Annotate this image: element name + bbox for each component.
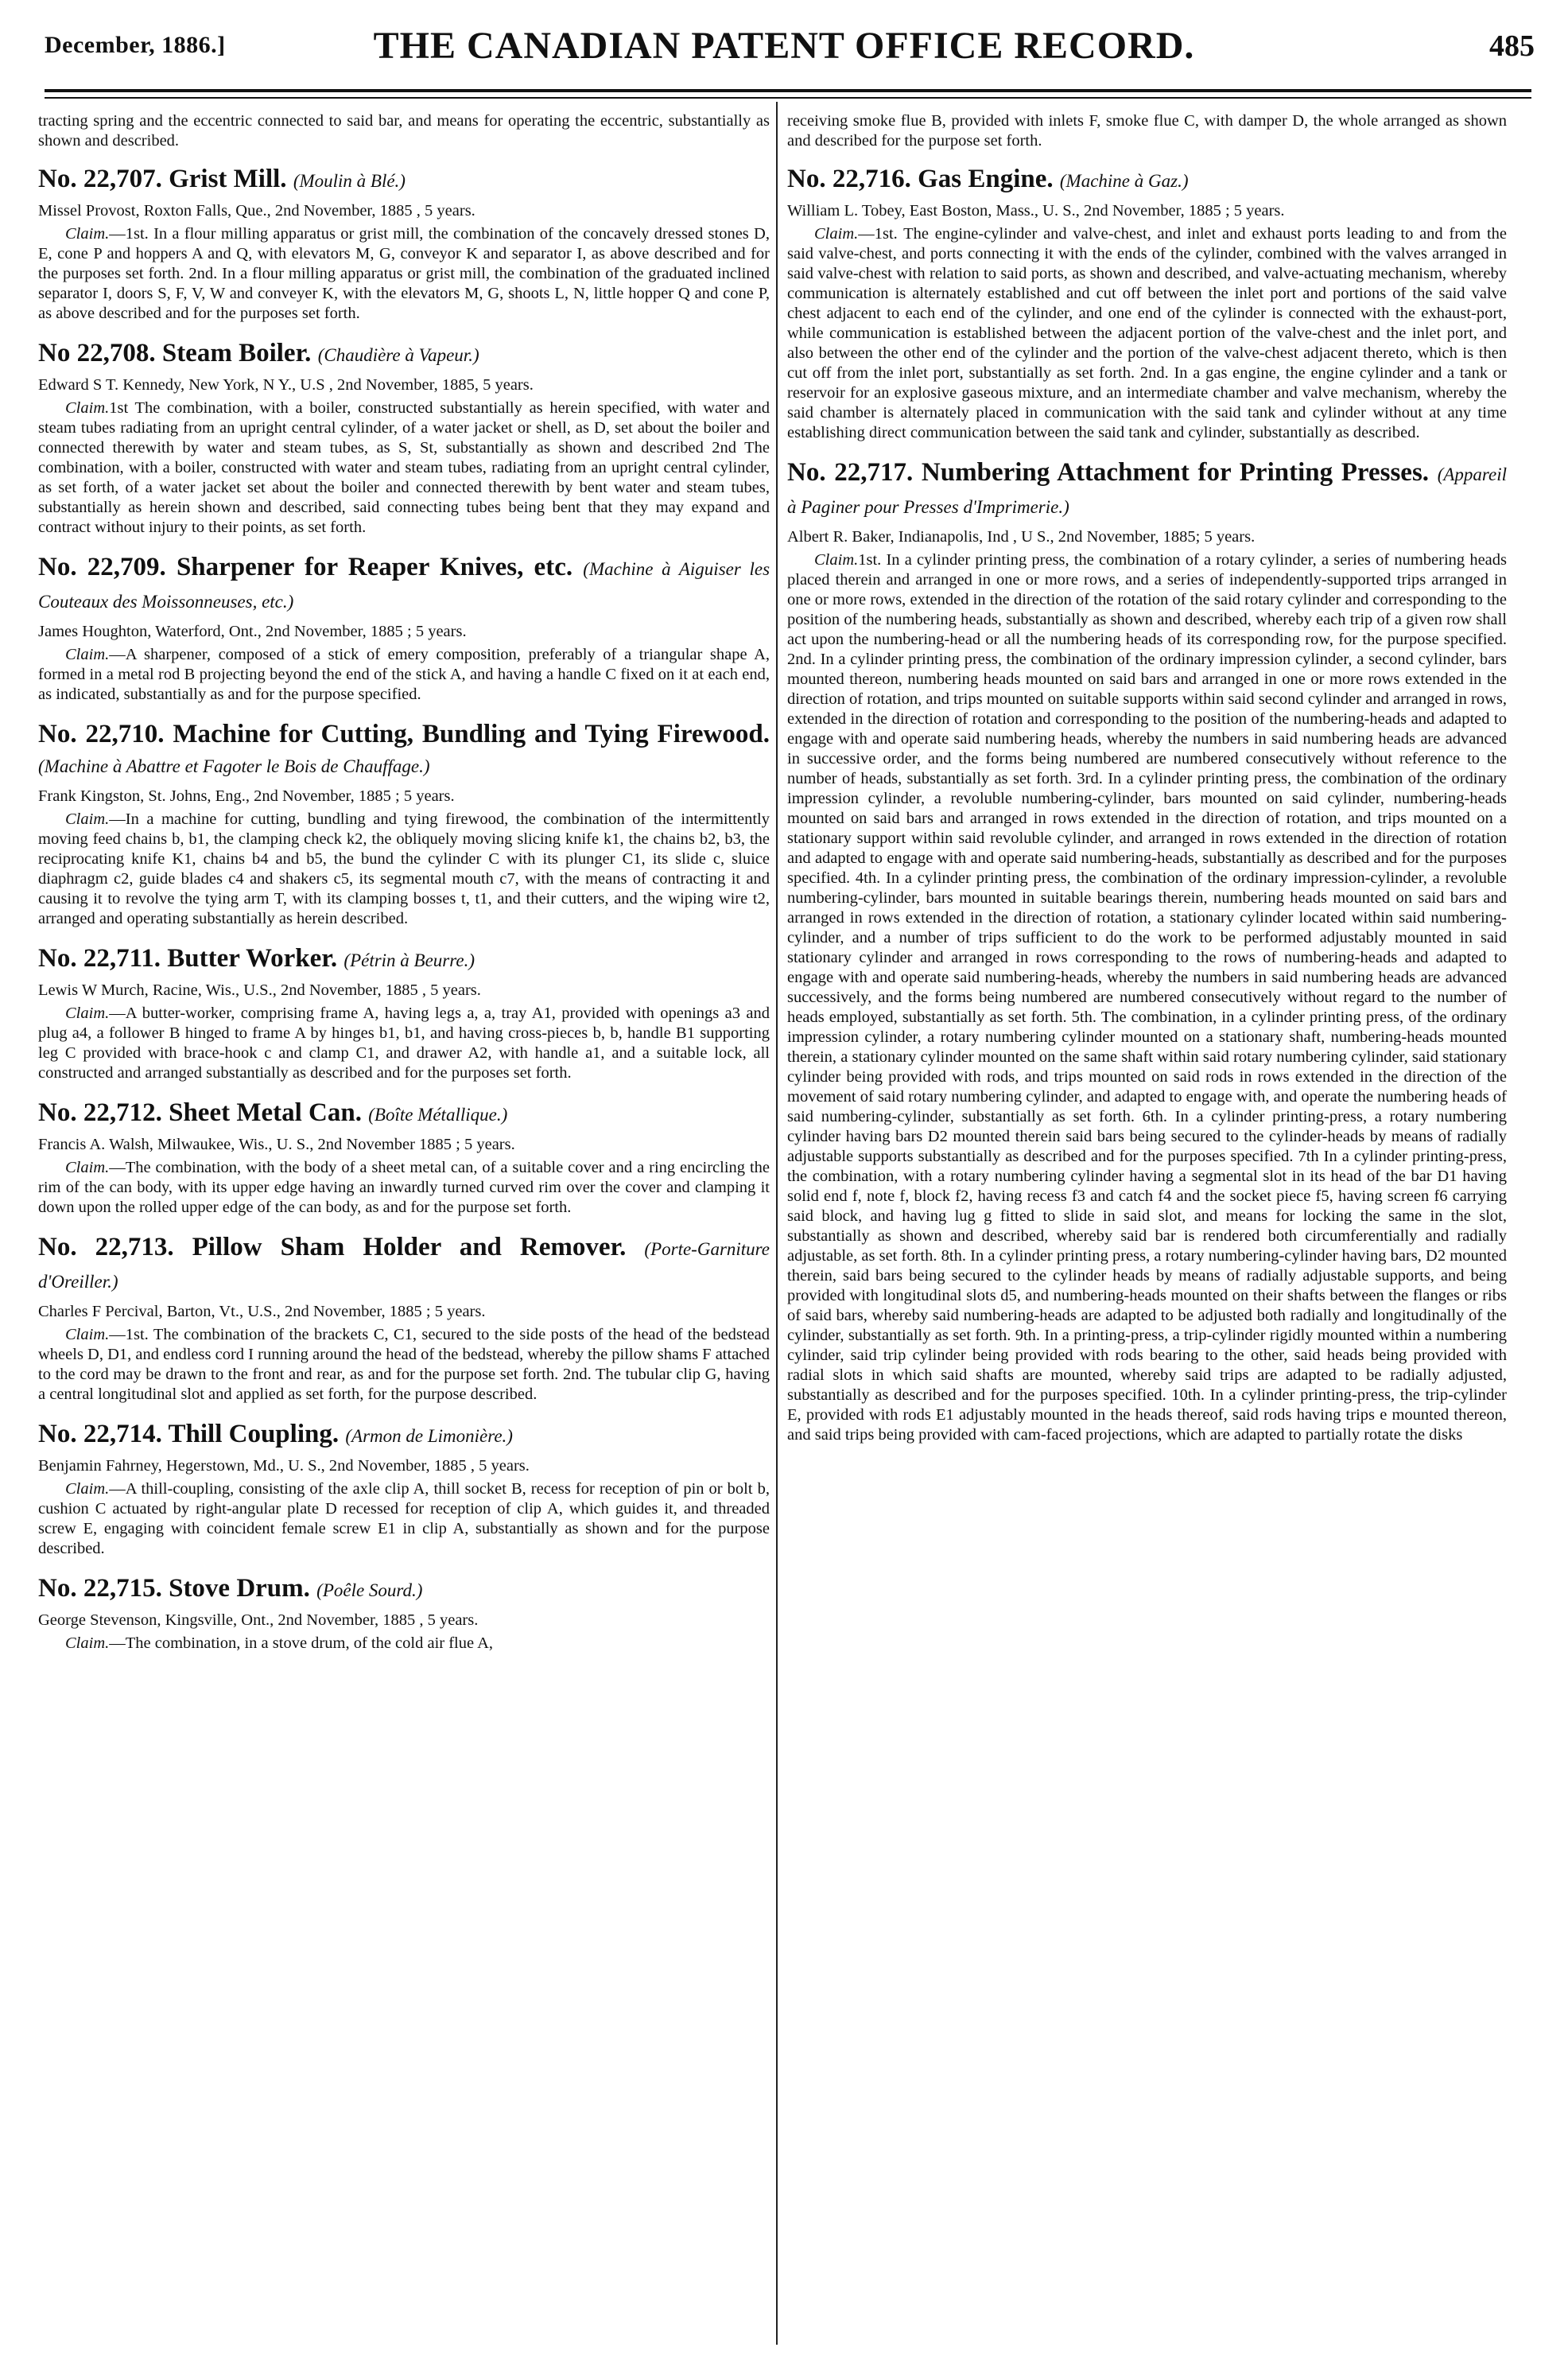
french-translation: (Poêle Sourd.) xyxy=(316,1580,423,1600)
claim-text xyxy=(38,645,770,705)
patent-number: No. 22,715. xyxy=(38,1574,162,1603)
column-divider xyxy=(776,102,778,2345)
patent-title xyxy=(38,552,770,617)
invention-name: Machine for Cutting, Bundling and Tying Firewood. xyxy=(173,720,770,748)
claim-text xyxy=(38,810,770,929)
claim-text xyxy=(38,1634,770,1654)
claim-label: Claim. xyxy=(65,1634,110,1652)
patent-number: No. 22,707. xyxy=(38,165,162,193)
applicant-line: Benjamin Fahrney, Hegerstown, Md., U. S., 2nd November, 1885 , 5 years. xyxy=(38,1457,530,1475)
left-column xyxy=(38,111,770,2338)
continued-text: tracting spring and the eccentric connected to said bar, and means for operating the eccentric, substantially as shown and described. xyxy=(38,112,770,150)
applicant-line: Missel Provost, Roxton Falls, Que., 2nd November, 1885 , 5 years. xyxy=(38,202,475,220)
claim-body: —A butter-worker, comprising frame A, having legs a, a, tray A1, provided with openings a3 and plug a4, a follower B hinged to frame A by hinges b1, b1, and having cross-pieces b, b, handle B1 supporting leg C provided with brace-hook c and clamp C1, and drawer A2, with handle a1, and a suitable lock, all constructed and arranged substantially as described and for the purposes set forth. xyxy=(38,1005,770,1082)
patent-title xyxy=(787,457,1507,523)
french-translation: (Porte-Garniture d'Oreiller.) xyxy=(38,1239,770,1292)
patent-entry xyxy=(787,457,1507,1445)
patent-entry xyxy=(38,943,770,1083)
claim-text xyxy=(38,1004,770,1083)
patent-title xyxy=(38,1232,770,1297)
invention-name: Pillow Sham Holder and Remover. xyxy=(192,1233,627,1261)
patent-entry xyxy=(38,164,770,324)
patent-title xyxy=(38,1573,770,1606)
claim-body: —The combination, in a stove drum, of the cold air flue A, xyxy=(109,1634,494,1652)
patent-number: No. 22,709. xyxy=(38,553,166,581)
claim-label: Claim. xyxy=(65,1159,110,1176)
patent-entry xyxy=(787,164,1507,443)
claim-label: Claim. xyxy=(65,646,110,663)
claim-label: Claim. xyxy=(65,810,110,828)
patent-number: No. 22,714. xyxy=(38,1420,162,1448)
patent-title xyxy=(38,719,770,782)
applicant-line: George Stevenson, Kingsville, Ont., 2nd November, 1885 , 5 years. xyxy=(38,1611,479,1629)
patent-entry-list xyxy=(38,164,770,1654)
claim-body: —1st. In a flour milling apparatus or grist mill, the combination of the concavely dressed stones D, E, cone P and hoppers A and Q, with elevators M, G, conveyor K and separator I, as above described and for the purposes set forth. 2nd. In a flour milling apparatus or grist mill, the combination of the graduated inclined separator I, doors S, F, V, W and conveyer K, with the elevators M, G, shoots L, N, little hopper Q and cone P, as above described and for the purposes set forth. xyxy=(38,225,770,322)
claim-body: —In a machine for cutting, bundling and tying firewood, the combination of the intermittently moving feed chains b, b1, the clamping check k2, the obliquely moving slicing knife k1, the chains b2, b3, the reciprocating knife K1, chains b4 and b5, the bund the cylinder C with its plunger C1, its slide c, sluice diaphragm c2, guide blades c4 and shakers c5, its segmental mouth c7, with the means of contracting it and causing it to revolve the tying arm T, with its clamping bosses t, t1, and their cutters, and the wiping wire t2, arranged and operating substantially as herein described. xyxy=(38,810,770,927)
patent-number: No. 22,710. xyxy=(38,720,165,748)
patent-title xyxy=(38,164,770,196)
claim-body: —A sharpener, composed of a stick of emery composition, preferably of a triangular shape A, formed in a metal rod B projecting beyond the end of the stick A, and having a handle C fixed on it at each end, as indicated, substantially as and for the purpose specified. xyxy=(38,646,770,703)
claim-body: 1st. In a cylinder printing press, the combination of a rotary cylinder, a series of numbering heads placed therein and arranged in one or more rows, and a series of independently-supported trips arranged in one or more rows, extended in the direction of the rotation of the said rotary cylinder and corresponding to the position of the numbering heads, substantially as shown and described, whereby each trip of a given row shall act upon the numbering-head or all the numbering heads of its corresponding row, for the purpose specified. 2nd. In a cylinder printing press, the combination of the ordinary impression cylinder, a second cylinder, bars mounted thereon, numbering heads mounted on said bars and arranged in one or more rows extended in the direction of rotation, and trips mounted on suitable supports within said second cylinder and arranged in rows, extended in the direction of rotation and corresponding to the position of the numbering-heads and adapted to engage with and operate said numbering heads, whereby the numbers in said numbering heads are advanced in successive order, and the forms being numbered are numbered consecutively without reference to the number of heads, substantially as set forth. 3rd. In a cylinder printing press, the combination of the ordinary impression cylinder, a revoluble numbering-cylinder, bars mounted on said cylinder, numbering-heads mounted on said bars and arranged in rows extended in the direction of rotation, and trips mounted on a stationary support within said revoluble cylinder, and arranged in rows extended in the direction of rotation and adapted to engage with and operate said numbering-heads, substantially as described and for the purposes specified. 4th. In a cylinder printing press, the combination of the ordinary impression-cylinder, a revoluble numbering-cylinder, bars mounted in suitable bearings therein, numbering heads mounted on said bars and arranged in rows extended in the direction of rotation, a stationary cylinder located within said numbering-cylinder, and a number of trips sufficient to do the work to be performed adjustably mounted in said stationary cylinder and arranged in rows corresponding to the rows of numbering-heads and adapted to engage with and operate said numbering-heads, whereby the numbers in said numbering heads are advanced successively, and the forms being numbered are numbered consecutively without regard to the number of heads employed, substantially as set forth. 5th. The combination, in a cylinder printing press, of the ordinary impression cylinder, a rotary numbering cylinder mounted on a stationary shaft, numbering-heads mounted therein, a stationary cylinder mounted on the same shaft within said rotary numbering cylinder, said stationary cylinder being provided with rods, and trips mounted on said rods in rows extended in the direction of the movement of said rotary numbering cylinder, and adapted to engage with, and operate the numbering heads of said numbering-cylinder, substantially as set forth. 6th. In a cylinder printing-press, a rotary numbering cylinder having bars D2 mounted therein said bars being secured to the cylinder-heads by means of radially adjustable supports substantially as described and for the purposes specified. 7th In a cylinder printing-press, the combination, with a rotary numbering cylinder having a segmental slot in its head of the bar D1 having solid end f, note f, block f2, having recess f3 and catch f4 and the socket piece f5, having screen f6 carrying said block, and having lug g fitted to slide in said slot, and means for locking the same in the slot, substantially as shown and described, whereby said bar is rendered both circumferentially and radially adjustable, as set forth. 8th. In a cylinder printing press, a rotary numbering-cylinder having bars, D2 mounted therein, said bars being secured to the cylinder heads by means of radially adjustable supports, and being provided with longitudinal slots d5, and numbering-heads mounted on their shafts between the flanges or ribs of said bars, whereby said numbering-heads are adapted to be adjusted both radially and longitudinally of the cylinder, substantially as set forth. 9th. In a printing-press, a trip-cylinder rigidly mounted within a numbering cylinder, said trip cylinder being provided with rods bearing to the other, said heads being provided with radial slots in which said shafts are mounted, whereby said trips are adapted to be radially adjusted, substantially as described and for the purposes specified. 10th. In a cylinder printing-press, the trip-cylinder E, provided with rods E1 adjustably mounted in the heads thereof, said rods having trips e mounted thereon, and said trips being provided with cam-faced projections, which are adapted to partially rotate the disks xyxy=(787,551,1507,1444)
patent-entry xyxy=(38,719,770,929)
claim-text xyxy=(38,1479,770,1559)
claim-text xyxy=(38,398,770,538)
french-translation: (Appareil à Paginer pour Presses d'Imprimerie.) xyxy=(787,464,1507,517)
patent-number: No. 22,716. xyxy=(787,165,911,193)
header-rule-thin xyxy=(45,97,1531,99)
claim-text xyxy=(38,224,770,324)
french-translation: (Pétrin à Beurre.) xyxy=(343,950,475,970)
claim-body: 1st The combination, with a boiler, constructed substantially as herein specified, with water and steam tubes radiating from an upright central cylinder, of a water jacket or shell, as D, set about the boiler and connected therewith by water and steam tubes, as S, St, substantially as shown and described 2nd The combination, with a boiler, constructed with water and steam tubes, radiating from an upright central cylinder, as set forth, of a water jacket set about the boiler and connected therewith by bent water and steam tubes, substantially as herein shown and described, said connecting tubes being bent that they may expand and contract without injury to their points, as set forth. xyxy=(38,399,770,536)
invention-name: Stove Drum. xyxy=(169,1574,310,1603)
claim-label: Claim. xyxy=(814,225,859,243)
applicant-line: Edward S T. Kennedy, New York, N Y., U.S , 2nd November, 1885, 5 years. xyxy=(38,376,534,394)
claim-body: —The combination, with the body of a sheet metal can, of a suitable cover and a ring encircling the rim of the can body, with its upper edge having an inwardly turned curved rim over the cover and clamping it down upon the rolled upper edge of the can body, as and for the purpose set forth. xyxy=(38,1159,770,1216)
patent-number: No. 22,717. xyxy=(787,458,914,487)
french-translation: (Armon de Limonière.) xyxy=(345,1426,513,1446)
patent-entry-list xyxy=(787,164,1507,1445)
claim-label: Claim. xyxy=(65,1005,110,1022)
invention-name: Grist Mill. xyxy=(169,165,287,193)
patent-number: No 22,708. xyxy=(38,339,156,367)
header-rule-thick xyxy=(45,89,1531,92)
claim-label: Claim. xyxy=(65,225,110,243)
patent-title xyxy=(38,943,770,976)
french-translation: (Machine à Gaz.) xyxy=(1059,171,1189,191)
applicant-line: Frank Kingston, St. Johns, Eng., 2nd November, 1885 ; 5 years. xyxy=(38,787,455,805)
applicant-line: Charles F Percival, Barton, Vt., U.S., 2nd November, 1885 ; 5 years. xyxy=(38,1303,486,1320)
claim-label: Claim. xyxy=(814,551,859,569)
french-translation: (Chaudière à Vapeur.) xyxy=(317,345,479,365)
invention-name: Thill Coupling. xyxy=(168,1420,340,1448)
claim-text xyxy=(38,1158,770,1218)
patent-entry xyxy=(38,1098,770,1218)
patent-title xyxy=(787,164,1507,196)
claim-body: —1st. The combination of the brackets C, C1, secured to the side posts of the head of the bedstead wheels D, D1, and endless cord I running around the head of the bedstead, whereby the pillow shams F attached to the cord may be drawn to the front and rear, as and for the purpose set forth. 2nd. The tubular clip G, having a central longitudinal slot and applied as set forth, for the purpose described. xyxy=(38,1326,770,1403)
applicant-line: Lewis W Murch, Racine, Wis., U.S., 2nd November, 1885 , 5 years. xyxy=(38,981,481,999)
claim-text xyxy=(38,1325,770,1405)
claim-text xyxy=(787,550,1507,1445)
applicant-line: Albert R. Baker, Indianapolis, Ind , U S., 2nd November, 1885; 5 years. xyxy=(787,528,1256,546)
page-header xyxy=(0,0,1568,80)
invention-name: Steam Boiler. xyxy=(161,339,312,367)
patent-number: No. 22,712. xyxy=(38,1098,162,1127)
applicant-line: James Houghton, Waterford, Ont., 2nd November, 1885 ; 5 years. xyxy=(38,623,467,640)
patent-number: No. 22,711. xyxy=(38,944,161,973)
patent-title xyxy=(38,338,770,371)
issue-date: December, 1886.] xyxy=(45,32,226,58)
patent-entry xyxy=(38,552,770,705)
invention-name: Sharpener for Reaper Knives, etc. xyxy=(176,553,573,581)
claim-text xyxy=(787,224,1507,443)
claim-label: Claim. xyxy=(65,1326,110,1343)
applicant-line: Francis A. Walsh, Milwaukee, Wis., U. S., 2nd November 1885 ; 5 years. xyxy=(38,1136,515,1153)
patent-entry xyxy=(38,1573,770,1654)
continued-text: receiving smoke flue B, provided with inlets F, smoke flue C, with damper D, the whole arranged as shown and described for the purpose set forth. xyxy=(787,112,1507,150)
french-translation: (Boîte Métallique.) xyxy=(368,1105,508,1125)
french-translation: (Moulin à Blé.) xyxy=(293,171,406,191)
invention-name: Numbering Attachment for Printing Presses. xyxy=(921,458,1430,487)
invention-name: Sheet Metal Can. xyxy=(169,1098,362,1127)
patent-title xyxy=(38,1419,770,1452)
publication-title: THE CANADIAN PATENT OFFICE RECORD. xyxy=(373,25,1195,67)
claim-body: —A thill-coupling, consisting of the axle clip A, thill socket B, recess for reception of pin or bolt b, cushion C actuated by right-angular plate D recessed for reception of clip A, which guides it, and threaded screw E, engaging with coincident female screw E1 in clip A, substantially as shown and for the purpose described. xyxy=(38,1480,770,1557)
invention-name: Butter Worker. xyxy=(167,944,338,973)
patent-entry xyxy=(38,338,770,538)
claim-body: —1st. The engine-cylinder and valve-chest, and inlet and exhaust ports leading to and from the said valve-chest, and ports connecting it with the ends of the cylinder, combined with the valves arranged in said valve-chest with relation to said ports, as shown and described, and valve-actuating mechanism, whereby communication is alternately established and cut off between the inlet port and portions of the said valve chest adjacent to each end of the cylinder, and one end of the cylinder is connected with the exhaust-port, while communication is established between the adjacent portion of the valve-chest and the inlet port, and also between the other end of the cylinder and the portion of the valve-chest adjacent thereto, which is then cut off from the inlet port, substantially as set forth. 2nd. In a gas engine, the engine cylinder and a tank or reservoir for an explosive gaseous mixture, and an intermediate chamber and valve mechanism, whereby the said chamber is alternately placed in communication with the said tank and cylinder without at any time establishing direct communication between the said tank and cylinder, substantially as described. xyxy=(787,225,1507,441)
page-number: 485 xyxy=(1489,29,1535,63)
invention-name: Gas Engine. xyxy=(918,165,1054,193)
patent-entry xyxy=(38,1419,770,1559)
applicant-line: William L. Tobey, East Boston, Mass., U. S., 2nd November, 1885 ; 5 years. xyxy=(787,202,1285,220)
patent-number: No. 22,713. xyxy=(38,1233,174,1261)
claim-label: Claim. xyxy=(65,399,110,417)
patent-entry xyxy=(38,1232,770,1405)
patent-title xyxy=(38,1098,770,1130)
claim-label: Claim. xyxy=(65,1480,110,1498)
french-translation: (Machine à Abattre et Fagoter le Bois de Chauffage.) xyxy=(38,756,430,776)
right-column xyxy=(787,111,1507,2338)
french-translation: (Machine à Aiguiser les Couteaux des Moissonneuses, etc.) xyxy=(38,559,770,612)
